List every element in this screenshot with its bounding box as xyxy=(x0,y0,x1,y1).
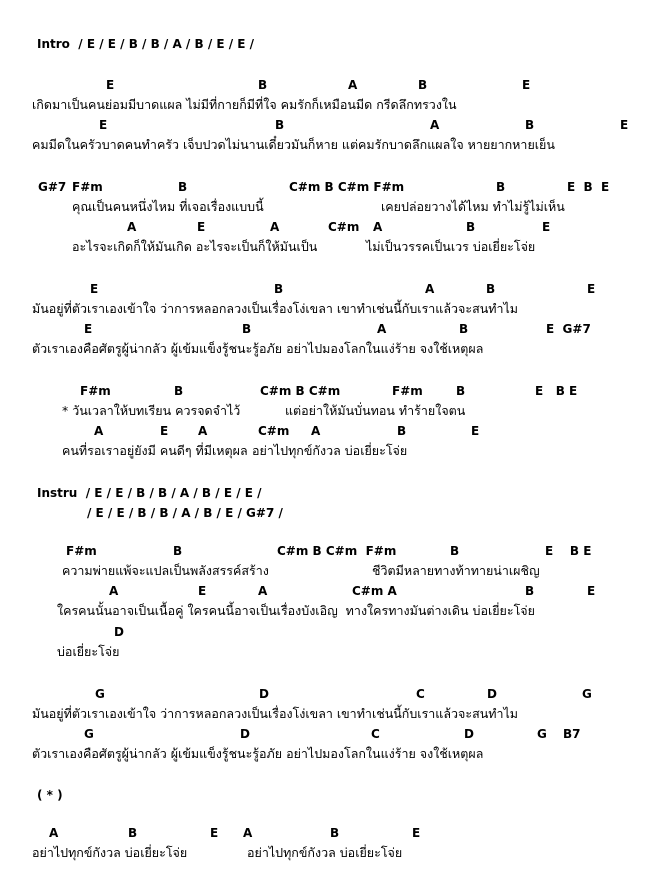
lyric-text: ชีวิตมีหลายทางท้าทายน่าเผชิญ xyxy=(372,563,540,578)
chord-label: E B E xyxy=(567,180,610,194)
chord-label: E xyxy=(198,584,207,598)
lyric-text: เกิดมาเป็นคนย่อมมีบาดแผล ไม่มีที่กายก็มีที่ใจ คมรักก็เหมือนมีด กรีดลึกทรวงใน xyxy=(32,97,457,112)
chord-label: B xyxy=(242,322,252,336)
lyric-text: คมมีดในครัวบาดคนทำครัว เจ็บปวดไม่นานเดี๋ยวมันก็หาย แต่คมรักบาดลึกแผลใจ หายยากหายเย็น xyxy=(32,137,555,152)
chord-label: D xyxy=(464,727,474,741)
chord-label: C#m xyxy=(328,220,360,234)
chord-label: B xyxy=(330,826,340,840)
chord-label: A xyxy=(258,584,268,598)
lyric-text: คนที่รอเราอยู่ยังมี คนดีๆ ที่มีเหตุผล xyxy=(62,443,248,458)
chord-label: G#7 xyxy=(38,180,67,194)
chord-label: E xyxy=(542,220,551,234)
chord-label: A xyxy=(430,118,440,132)
lyric-text: คุณเป็นคนหนึ่งไหม ที่เจอเรื่องแบบนี้ xyxy=(72,199,264,214)
chord-label: E xyxy=(471,424,480,438)
chord-label: E xyxy=(106,78,115,92)
chord-label: G xyxy=(582,687,592,701)
chord-label: B xyxy=(456,384,466,398)
chord-label: G xyxy=(84,727,94,741)
chord-label: A xyxy=(109,584,119,598)
lyric-text: บ่อเยี่ยะโจ่ย xyxy=(57,644,120,659)
chord-label: E xyxy=(412,826,421,840)
chord-label: B xyxy=(459,322,469,336)
chord-label: A xyxy=(377,322,387,336)
chord-label: E xyxy=(210,826,219,840)
chord-label: E G#7 xyxy=(546,322,591,336)
chord-label: E xyxy=(90,282,99,296)
chord-label: B xyxy=(486,282,496,296)
chord-label: C xyxy=(416,687,425,701)
section-label: / E / E / B / B / A / B / E / G#7 / xyxy=(87,506,283,520)
chord-label: E xyxy=(587,584,596,598)
lyric-text: ตัวเราเองคือศัตรูผู้น่ากลัว ผู้เข้มแข็งรู้ชนะรู้อภัย อย่าไปมองโลกในแง่ร้าย จงใช้เหตุผล xyxy=(32,341,484,356)
chord-label: F#m xyxy=(392,384,423,398)
lyric-text: อย่าไปทุกข์กังวล บ่อเยี่ยะโจ่ย xyxy=(252,443,408,458)
section-label: ( * ) xyxy=(37,788,63,802)
chord-label: E xyxy=(522,78,531,92)
chord-label: C#m xyxy=(258,424,290,438)
chord-label: G xyxy=(95,687,105,701)
chord-label: A xyxy=(127,220,137,234)
lyric-text: อะไรจะเกิดก็ให้มันเกิด อะไรจะเป็นก็ให้มันเป็น xyxy=(72,239,318,254)
chord-label: B xyxy=(450,544,460,558)
chord-label: E xyxy=(197,220,206,234)
chord-label: D xyxy=(487,687,497,701)
chord-label: B xyxy=(258,78,268,92)
chord-label: B7 xyxy=(563,727,581,741)
lyric-text: ความพ่ายแพ้จะแปลเป็นพลังสรรค์สร้าง xyxy=(62,563,269,578)
chord-label: B xyxy=(418,78,428,92)
chord-label: C xyxy=(371,727,380,741)
lyric-text: * วันเวลาให้บทเรียน ควรจดจำไว้ xyxy=(62,403,241,418)
chord-label: A xyxy=(311,424,321,438)
lyric-text: ใครคนนั้นอาจเป็นเนื้อคู่ ใครคนนี้อาจเป็นเรื่องบังเอิญ ทางใครทางมันต่างเดิน บ่อเยี่ยะโจ่ย xyxy=(57,603,535,618)
lyric-text: อย่าไปทุกข์กังวล บ่อเยี่ยะโจ่ย xyxy=(247,845,403,860)
chord-label: E xyxy=(99,118,108,132)
chord-label: F#m xyxy=(80,384,111,398)
chord-label: E B E xyxy=(535,384,578,398)
chord-label: C#m B C#m F#m xyxy=(277,544,397,558)
chord-label: B xyxy=(128,826,138,840)
chord-label: C#m A xyxy=(352,584,397,598)
chord-label: E B E xyxy=(545,544,592,558)
chord-label: A xyxy=(198,424,208,438)
chord-label: E xyxy=(587,282,596,296)
chord-label: A xyxy=(425,282,435,296)
chord-label: A xyxy=(270,220,280,234)
chord-label: C#m B C#m F#m xyxy=(289,180,405,194)
chord-label: A xyxy=(348,78,358,92)
lyric-text: อย่าไปทุกข์กังวล บ่อเยี่ยะโจ่ย xyxy=(32,845,188,860)
lyric-text: แต่อย่าให้มันบั่นทอน ทำร้ายใจตน xyxy=(285,403,466,418)
section-label: Instru / E / E / B / B / A / B / E / E / xyxy=(37,486,262,500)
chord-label: D xyxy=(114,625,124,639)
chord-label: D xyxy=(240,727,250,741)
chord-label: A xyxy=(49,826,59,840)
lyric-text: ตัวเราเองคือศัตรูผู้น่ากลัว ผู้เข้มแข็งรู้ชนะรู้อภัย อย่าไปมองโลกในแง่ร้าย จงใช้เหตุผล xyxy=(32,746,484,761)
lyric-text: เคยปล่อยวางได้ไหม ทำไม่รู้ไม่เห็น xyxy=(381,199,565,214)
chord-label: B xyxy=(525,118,535,132)
chord-label: E xyxy=(84,322,93,336)
section-label: Intro / E / E / B / B / A / B / E / E / xyxy=(37,37,255,51)
chord-label: C#m B C#m xyxy=(260,384,341,398)
chord-label: B xyxy=(496,180,506,194)
lyric-text: มันอยู่ที่ตัวเราเองเข้าใจ ว่าการหลอกลวงเป็นเรื่องโง่เขลา เขาทำเช่นนี้กับเราแล้วจะสนทำไม xyxy=(32,301,519,316)
chord-label: A xyxy=(94,424,104,438)
chord-label: B xyxy=(173,544,183,558)
chord-label: B xyxy=(466,220,476,234)
chord-label: A xyxy=(243,826,253,840)
chord-label: F#m xyxy=(66,544,97,558)
lyric-text: มันอยู่ที่ตัวเราเองเข้าใจ ว่าการหลอกลวงเป็นเรื่องโง่เขลา เขาทำเช่นนี้กับเราแล้วจะสนทำไม xyxy=(32,706,519,721)
chord-label: B xyxy=(525,584,535,598)
chord-label: E xyxy=(620,118,629,132)
lyric-text: ไม่เป็นวรรคเป็นเวร บ่อเยี่ยะโจ่ย xyxy=(366,239,536,254)
chord-label: E xyxy=(160,424,169,438)
chord-label: B xyxy=(274,282,284,296)
chord-label: B xyxy=(178,180,188,194)
chord-label: A xyxy=(373,220,383,234)
chord-label: D xyxy=(259,687,269,701)
chord-label: B xyxy=(275,118,285,132)
chord-label: B xyxy=(397,424,407,438)
chord-label: G xyxy=(537,727,547,741)
chord-label: F#m xyxy=(72,180,103,194)
chord-label: B xyxy=(174,384,184,398)
